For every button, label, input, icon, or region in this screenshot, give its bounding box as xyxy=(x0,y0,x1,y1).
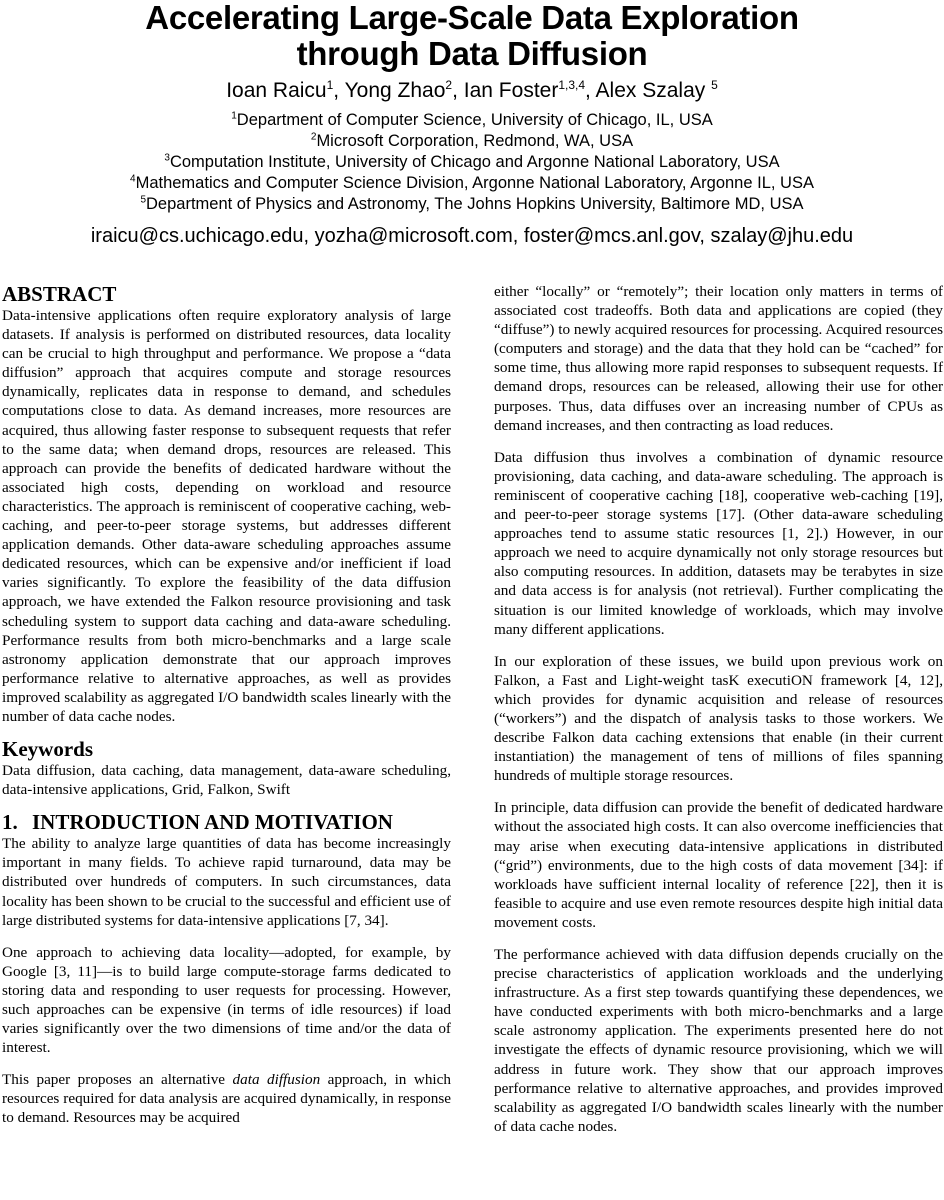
affiliation: $^3$Computation Institute, University of Chicago and Argonne National Laboratory, USA xyxy=(164,152,780,171)
author-list xyxy=(0,78,944,104)
intro-paragraph-6: In our exploration of these issues, we build upon previous work on Falkon, a Fast and Light-weight tasK executiON framework [4, 12], which provides for dynamic acquisition and release of resources (“workers”) and the dispatch of analysis tasks to those workers. We describe Falkon data caching extensions that enable (in their current instantiation) the management of tens of millions of files spanning hundreds of multiple storage resources. xyxy=(494,652,943,785)
intro-paragraph-1: The ability to analyze large quantities of data has become increasingly important in many fields. To achieve rapid turnaround, data may be distributed over hundreds of computers. In such circumstances, data locality has been shown to be crucial to the successful and efficient use of large distributed systems for data-intensive applications [7, 34]. xyxy=(2,835,451,929)
intro-paragraph-2: One approach to achieving data locality—adopted, for example, by Google [3, 11]—is to build large compute-storage farms dedicated to storing data and responding to user requests for processing. However, such approaches can be expensive (in terms of idle resources) if load varies significantly over the two dimensions of time and/or the data of interest. xyxy=(2,943,451,1057)
affiliation: $^4$Mathematics and Computer Science Division, Argonne National Laboratory, Argonne IL, USA xyxy=(130,173,814,192)
keywords-heading: Keywords xyxy=(2,737,93,762)
emphasis-term: data diffusion xyxy=(232,1071,321,1089)
affiliation: $^5$Department of Physics and Astronomy, The Johns Hopkins University, Baltimore MD, USA xyxy=(140,194,804,213)
keywords-text: Data diffusion, data caching, data management, data-aware scheduling, data-intensive applications, Grid, Falkon, Swift xyxy=(2,762,451,799)
intro-heading xyxy=(2,810,451,834)
title-line-2: through Data Diffusion xyxy=(296,35,648,72)
affiliation: $^2$Microsoft Corporation, Redmond, WA, USA xyxy=(310,131,634,150)
intro-paragraph-8: The performance achieved with data diffusion depends crucially on the precise characteristics of application workloads and the underlying infrastructure. As a first step towards quantifying these dependences, we have conducted experiments with both micro-benchmarks and a large scale astronomy application. The experiments presented here do not investigate the effects of dynamic resource provisioning, which we will address in future work. They show that our approach improves performance relative to alternative approaches, and provides improved scalability as aggregated I/O bandwidth scales linearly with the number of data cache nodes. xyxy=(494,946,943,1135)
author: Yong Zhao$^2$, xyxy=(344,78,464,102)
intro-paragraph-5: Data diffusion thus involves a combination of dynamic resource provisioning, data caching, and data-aware scheduling. The approach is reminiscent of cooperative caching [18], cooperative web-caching [19], and peer-to-peer storage systems [17]. (Other data-aware scheduling approaches tend to assume static resources [1, 2].) However, in our approach we need to acquire dynamically not only storage resources but also computing resources. In addition, datasets may be terabytes in size and data access is for analysis (not retrieval). Further complicating the situation is our limited knowledge of workloads, which may involve many different applications. xyxy=(494,448,943,638)
abstract-heading: ABSTRACT xyxy=(2,282,117,306)
affiliation: $^1$Department of Computer Science, University of Chicago, IL, USA xyxy=(231,110,713,129)
title-line-1: Accelerating Large-Scale Data Exploration xyxy=(145,0,799,36)
affiliation-list xyxy=(0,110,944,215)
intro-paragraph-4: either “locally” or “remotely”; their location only matters in terms of associated cost tradeoffs. Both data and applications are copied (they “diffuse”) to newly acquired resources for processing. Acquired resources (computers and storage) and the data that they hold can be “cached” for some time, thus allowing more rapid responses to subsequent requests. If demand drops, resources can be released, allowing their use for other purposes. Thus, data diffuses over an increasing number of CPUs as demand increases, and then contracting as load reduces. xyxy=(494,283,943,434)
author-emails: iraicu@cs.uchicago.edu, yozha@microsoft.com, foster@mcs.anl.gov, szalay@jhu.edu xyxy=(90,225,854,247)
author: Ioan Raicu$^1$, xyxy=(226,78,345,102)
author: Alex Szalay $^5$ xyxy=(595,78,718,102)
author: Ian Foster$^{1,3,4}$, xyxy=(463,78,596,102)
section-number: 1. xyxy=(2,810,18,835)
abstract-text: Data-intensive applications often require exploratory analysis of large datasets. If analysis is performed on distributed resources, data locality can be crucial to high throughput and performance. We propose a “data diffusion” approach that acquires compute and storage resources dynamically, replicates data in response to demand, and schedules computations close to data. As demand increases, more resources are acquired, thus allowing faster response to subsequent requests that refer to the same data; when demand drops, resources are released. This approach can provide the benefits of dedicated hardware without the associated high costs, depending on workload and resource characteristics. The approach is reminiscent of cooperative caching, web-caching, and peer-to-peer storage systems, but addresses different application demands. Other data-aware scheduling approaches assume dedicated resources, which can be expensive and/or inefficient if load varies significantly. To explore the feasibility of the data diffusion approach, we have extended the Falkon resource provisioning and task scheduling system to support data caching and data-aware scheduling. Performance results from both micro-benchmarks and a large scale astronomy application demonstrate that our approach improves performance relative to alternative approaches, as well as provides improved scalability as aggregated I/O bandwidth scales linearly with the number of data cache nodes. xyxy=(2,307,451,725)
section-title: INTRODUCTION AND MOTIVATION xyxy=(32,810,393,835)
left-column xyxy=(2,282,451,1128)
intro-paragraph-7: In principle, data diffusion can provide the benefit of dedicated hardware without the associated high costs. It can also overcome inefficiencies that may arise when executing data-intensive applications in distributed (“grid”) environments, due to the high costs of data movement [34]: if workloads have sufficient internal locality of reference [22], then it is feasible to acquire and use even remote resources despite high initial data movement costs. xyxy=(494,799,943,931)
right-column xyxy=(494,282,943,1136)
paper-header xyxy=(0,0,944,249)
paper-title xyxy=(0,0,944,72)
intro-paragraph-3: This paper proposes an alternative data diffusion approach, in which resources required for data analysis are acquired dynamically, in response to demand. Resources may be acquired xyxy=(2,1071,451,1127)
